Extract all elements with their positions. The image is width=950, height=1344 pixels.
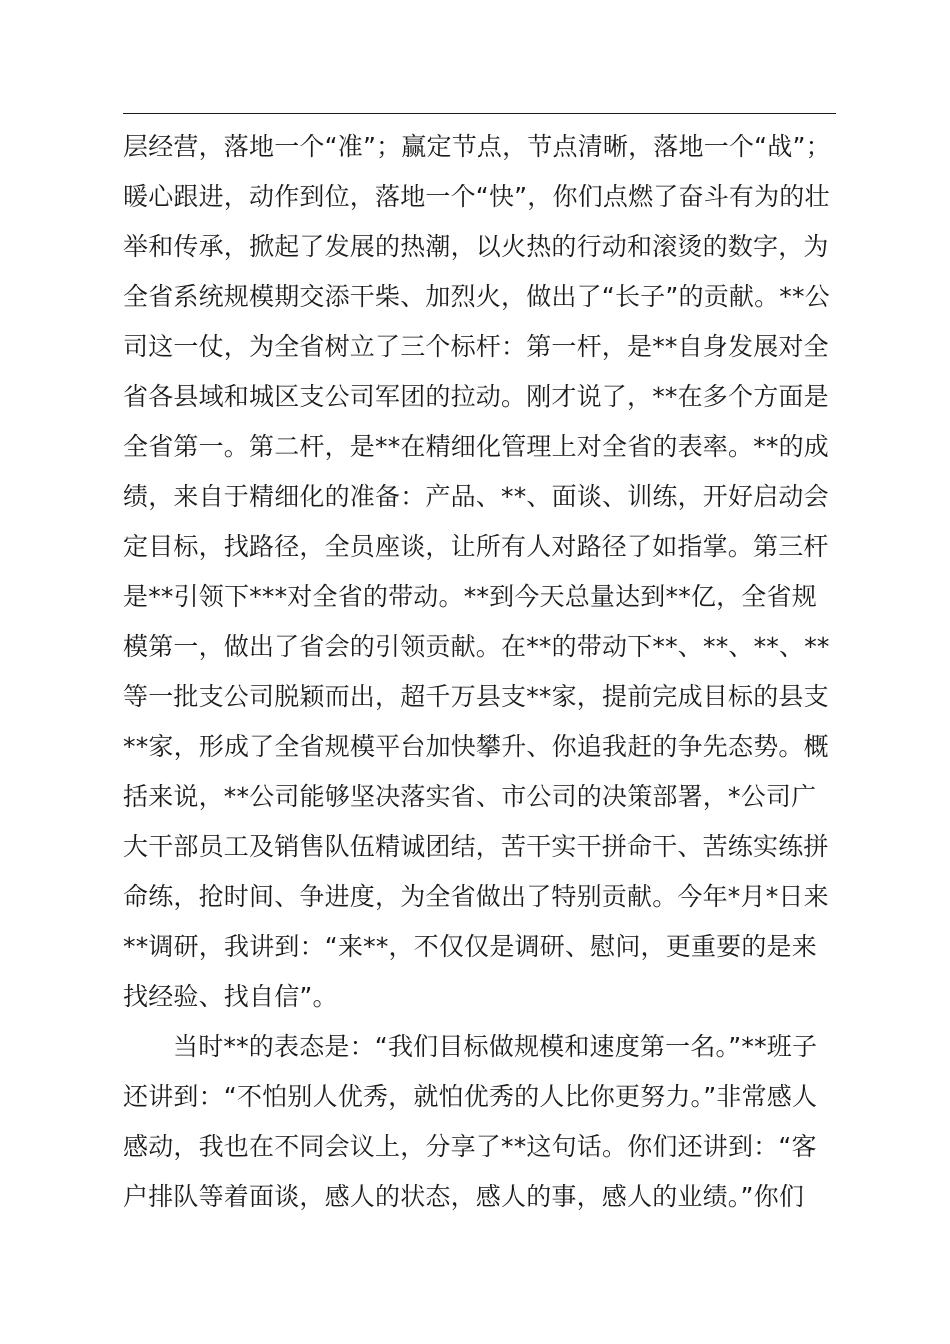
text-line: 模第一，做出了省会的引领贡献。在**的带动下**、**、**、** [123, 632, 830, 661]
header-rule [123, 113, 836, 114]
text-line: 绩，来自于精细化的准备：产品、**、面谈、训练，开好启动会 [123, 482, 829, 511]
text-line: 全省第一。第二杆，是**在精细化管理上对全省的表率。**的成 [123, 432, 830, 461]
text-line: **家，形成了全省规模平台加快攀升、你追我赶的争先态势。概 [123, 732, 829, 761]
text-line: **调研，我讲到：“来**，不仅仅是调研、慰问，更重要的是来 [123, 932, 817, 961]
text-line: 层经营，落地一个“准”；赢定节点，节点清晰，落地一个“战”； [123, 132, 831, 161]
text-line: 找经验、找自信”。 [123, 982, 338, 1011]
text-line: 全省系统规模期交添干柴、加烈火，做出了“长子”的贡献。**公 [123, 282, 830, 311]
text-line-indented: 当时**的表态是：“我们目标做规模和速度第一名。”**班子 [173, 1032, 818, 1061]
text-line: 括来说，**公司能够坚决落实省、市公司的决策部署，*公司广 [123, 782, 817, 811]
text-line: 省各县域和城区支公司军团的拉动。刚才说了，**在多个方面是 [123, 382, 829, 411]
text-line: 户排队等着面谈，感人的状态，感人的事，感人的业绩。”你们 [123, 1182, 805, 1211]
paragraph-2 [123, 1022, 843, 1222]
text-line: 大干部员工及销售队伍精诚团结，苦干实干拼命干、苦练实练拼 [123, 832, 829, 861]
text-line: 命练，抢时间、争进度，为全省做出了特别贡献。今年*月*日来 [123, 882, 829, 911]
text-line: 举和传承，掀起了发展的热潮，以火热的行动和滚烫的数字，为 [123, 232, 829, 261]
text-line: 还讲到：“不怕别人优秀，就怕优秀的人比你更努力。”非常感人 [123, 1082, 818, 1111]
text-line: 司这一仗，为全省树立了三个标杆：第一杆，是**自身发展对全 [123, 332, 829, 361]
document-body [123, 122, 843, 1222]
text-line: 感动，我也在不同会议上，分享了**这句话。你们还讲到：“客 [123, 1132, 817, 1161]
text-line: 定目标，找路径，全员座谈，让所有人对路径了如指掌。第三杆 [123, 532, 829, 561]
text-line: 是**引领下***对全省的带动。**到今天总量达到**亿，全省规 [123, 582, 817, 611]
text-line: 等一批支公司脱颖而出，超千万县支**家，提前完成目标的县支 [123, 682, 829, 711]
paragraph-1 [123, 122, 843, 1022]
text-line: 暖心跟进，动作到位，落地一个“快”，你们点燃了奋斗有为的壮 [123, 182, 830, 211]
